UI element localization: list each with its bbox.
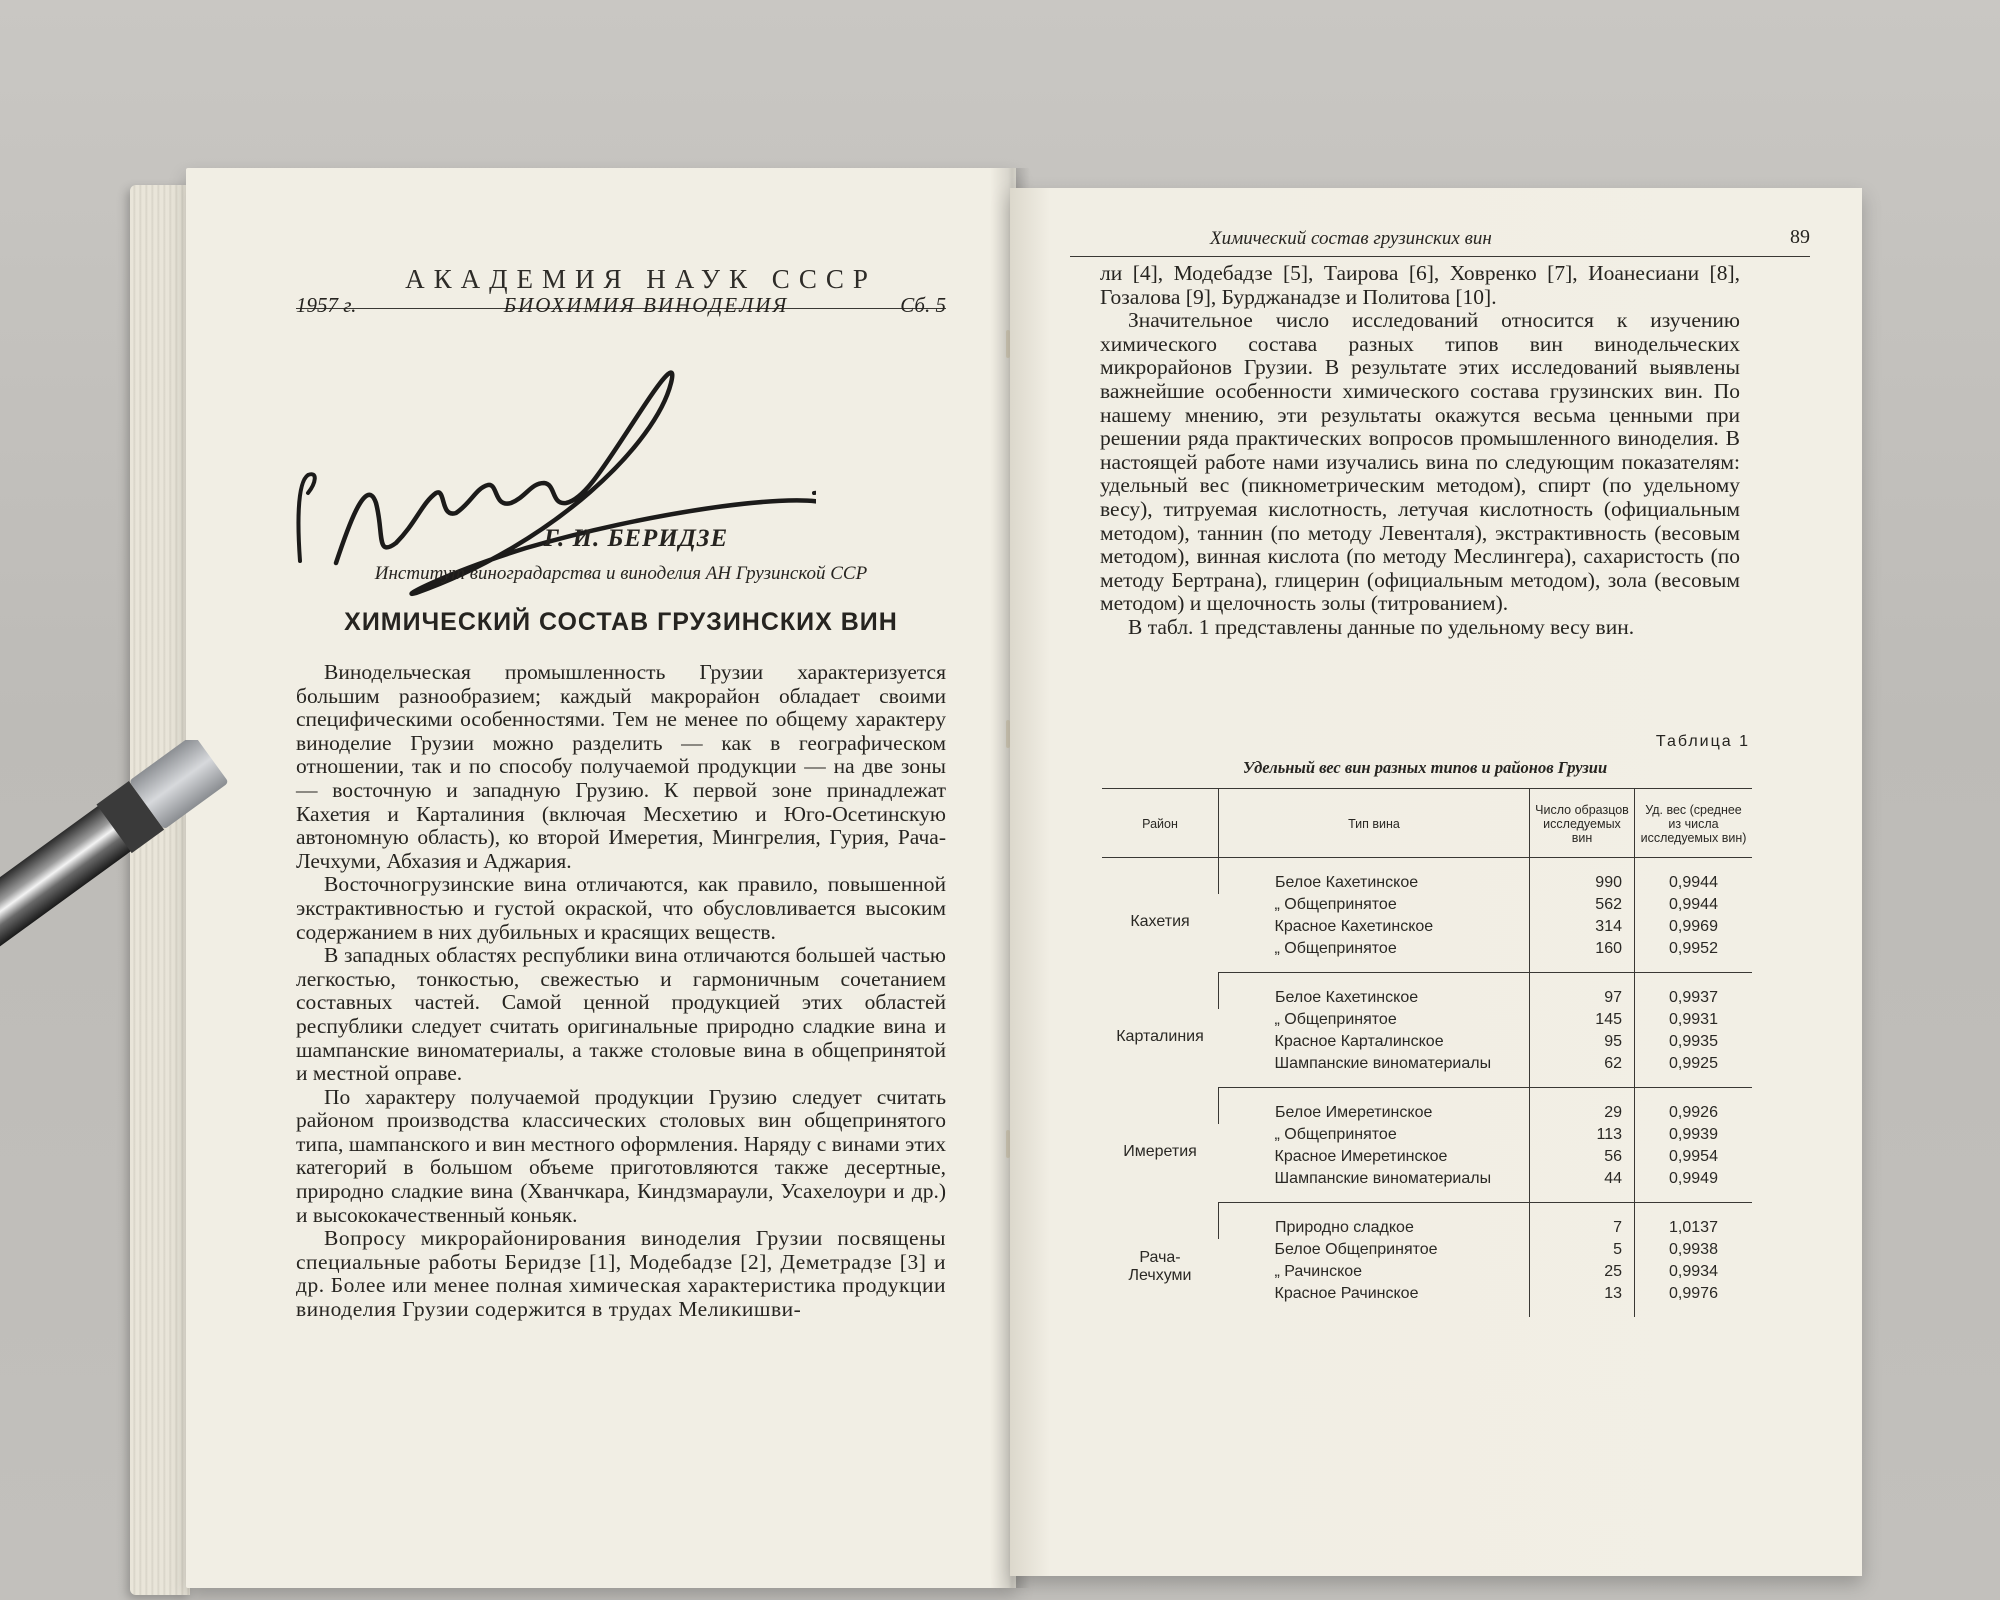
paragraph: Восточногрузинские вина отличаются, как правило, повышенной экстрактивностью и густой окраской, что обусловливается высоким содержанием в них дубильных и красящих веществ.: [296, 872, 946, 944]
running-head-year: 1957 г.: [296, 293, 357, 317]
samples-cell: 562: [1530, 894, 1635, 916]
page-number: 89: [1790, 226, 1810, 248]
paragraph: Винодельческая промышленность Грузии характеризуется большим разнообразием; каждый макрорайон обладает своими специфическими особенностями. Тем не менее по общему характеру виноделие Грузии можно разделить — как в географическом отношении, так и по способу получаемой продукции — на две зоны — восточную и западную Грузию. К первой зоне принадлежат Кахетия и Карталиния (включая Месхетию и Юго-Осетинскую автономную область), ко второй Имеретия, Мингрелия, Гурия, Рача-Лечхуми, Абхазия и Аджария.: [296, 660, 946, 873]
running-head-series: БИОХИМИЯ ВИНОДЕЛИЯ: [503, 293, 789, 317]
samples-cell: 5: [1530, 1239, 1635, 1261]
type-cell: Красное Карталинское: [1274, 1033, 1444, 1050]
samples-cell: 314: [1530, 916, 1635, 938]
type-cell: Красное Рачинское: [1274, 1285, 1419, 1302]
academy-header: АКАДЕМИЯ НАУК СССР: [405, 264, 877, 294]
paragraph: В западных областях республики вина отличаются большей частью легкостью, тонкостью, свежестью и гармоничным сочетанием составных частей. Самой ценной продукцией этих областей республики следует считать оригинальные природно сладкие вина и шампанские виноматериалы, а также столовые вина в общепринятой и местной оправе.: [296, 943, 946, 1086]
density-cell: 0,9934: [1635, 1261, 1753, 1283]
density-cell: 0,9944: [1635, 858, 1753, 895]
paragraph: Значительное число исследований относится к изучению химического состава разных типов вин винодельческих микрорайонов Грузии. В результате этих исследований выявлены важнейшие особенности химического состава грузинских вин. По нашему мнению, эти результаты окажутся весьма ценными при решении ряда практических вопросов промышленного виноделия. В настоящей работе нами изучались вина по следующим показателям: удельный вес (пикнометрическим методом), спирт (по удельному весу), титруемая кислотность, летучая кислотность (официальным методом), таннин (по методу Левенталя), экстрактивность (весовым методом), винная кислота (по методу Меслингера), сахаристость (по методу Бертрана), глицерин (официальным методом), зола (весовым методом) и щелочность золы (титрованием).: [1100, 308, 1740, 616]
table-row: [1102, 973, 1752, 1010]
type-cell: „ Рачинское: [1274, 1263, 1363, 1280]
samples-cell: 56: [1530, 1146, 1635, 1168]
samples-cell: 44: [1530, 1168, 1635, 1203]
region-cell: Рача-Лечхуми: [1128, 1248, 1192, 1284]
left-page: [186, 168, 1016, 1588]
pen-icon: [0, 740, 300, 1020]
type-cell: „ Общепринятое: [1219, 938, 1530, 973]
type-cell: Белое Кахетинское: [1219, 973, 1530, 1010]
density-table: [1102, 788, 1752, 1317]
type-cell: Природно сладкое: [1219, 1203, 1530, 1240]
right-body-text: [1100, 262, 1740, 640]
author-name: Г. И. БЕРИДЗЕ: [543, 525, 729, 552]
density-cell: 0,9926: [1635, 1088, 1753, 1125]
type-cell: „ Общепринятое: [1274, 896, 1397, 913]
samples-cell: 13: [1530, 1283, 1635, 1317]
table-header-row: [1102, 789, 1752, 858]
density-cell: 0,9937: [1635, 973, 1753, 1010]
density-cell: 0,9976: [1635, 1283, 1753, 1317]
table-row: [1102, 1088, 1752, 1125]
left-body-text: [296, 661, 946, 1322]
density-cell: 0,9954: [1635, 1146, 1753, 1168]
type-cell: Шампанские виноматериалы: [1219, 1168, 1530, 1203]
table-label: Таблица 1: [1655, 733, 1750, 750]
density-cell: 1,0137: [1635, 1203, 1753, 1240]
type-cell: Белое Имеретинское: [1219, 1088, 1530, 1125]
density-cell: 0,9944: [1635, 894, 1753, 916]
type-cell: Красное Имеретинское: [1274, 1148, 1448, 1165]
samples-cell: 7: [1530, 1203, 1635, 1240]
samples-cell: 113: [1530, 1124, 1635, 1146]
type-cell: „ Общепринятое: [1274, 1011, 1397, 1028]
paragraph: Вопросу микрорайонирования виноделия Грузии посвящены специальные работы Беридзе [1], Модебадзе [2], Деметрадзе [3] и др. Более или менее полная химическая характеристика продукции виноделия Грузии содержится в трудах Меликишви-: [296, 1226, 946, 1322]
author-institute: Институт виноградарства и виноделия АН Грузинской ССР: [374, 563, 868, 584]
samples-cell: 62: [1530, 1053, 1635, 1088]
samples-cell: 145: [1530, 1009, 1635, 1031]
column-header-type: Тип вина: [1219, 789, 1530, 858]
table-row: [1102, 858, 1752, 895]
column-header-samples: Число образцов исследуемых вин: [1530, 789, 1635, 858]
samples-cell: 25: [1530, 1261, 1635, 1283]
table-caption: Удельный вес вин разных типов и районов Грузии: [1242, 758, 1608, 777]
article-title: ХИМИЧЕСКИЙ СОСТАВ ГРУЗИНСКИХ ВИН: [344, 608, 898, 636]
density-cell: 0,9949: [1635, 1168, 1753, 1203]
column-header-density: Уд. вес (среднее из числа исследуемых вин): [1635, 789, 1753, 858]
density-cell: 0,9931: [1635, 1009, 1753, 1031]
samples-cell: 97: [1530, 973, 1635, 1010]
density-cell: 0,9939: [1635, 1124, 1753, 1146]
type-cell: Шампанские виноматериалы: [1219, 1053, 1530, 1088]
running-title: Химический состав грузинских вин: [1210, 228, 1492, 249]
samples-cell: 95: [1530, 1031, 1635, 1053]
density-cell: 0,9925: [1635, 1053, 1753, 1088]
samples-cell: 29: [1530, 1088, 1635, 1125]
paragraph: ли [4], Модебадзе [5], Таирова [6], Ховренко [7], Иоанесиани [8], Гозалова [9], Бурджанадзе и Политова [10].: [1100, 261, 1740, 309]
region-cell: Имеретия: [1123, 1143, 1197, 1160]
running-head-volume: Сб. 5: [900, 293, 946, 317]
region-cell: Карталиния: [1116, 1028, 1204, 1045]
density-cell: 0,9938: [1635, 1239, 1753, 1261]
paragraph: По характеру получаемой продукции Грузию следует считать районом производства классических столовых вин общепринятого типа, шампанского и вин местного оформления. Наряду с винами этих категорий в большом объеме приготовляются также десертные, природно сладкие вина (Хванчкара, Киндзмараули, Усахелоури и др.) и высококачественный коньяк.: [296, 1084, 946, 1227]
paragraph: В табл. 1 представлены данные по удельному весу вин.: [1128, 614, 1635, 639]
type-cell: „ Общепринятое: [1274, 1126, 1397, 1143]
samples-cell: 160: [1530, 938, 1635, 973]
right-running-head: [1070, 228, 1810, 258]
density-cell: 0,9969: [1635, 916, 1753, 938]
column-header-region: Район: [1102, 789, 1219, 858]
samples-cell: 990: [1530, 858, 1635, 895]
type-cell: Белое Кахетинское: [1219, 858, 1530, 895]
type-cell: Красное Кахетинское: [1274, 918, 1434, 935]
right-page: [1010, 188, 1862, 1576]
density-cell: 0,9952: [1635, 938, 1753, 973]
header-rule: [1070, 256, 1810, 257]
density-cell: 0,9935: [1635, 1031, 1753, 1053]
type-cell: Белое Общепринятое: [1274, 1241, 1438, 1258]
table-row: [1102, 1203, 1752, 1240]
region-cell: Кахетия: [1130, 913, 1190, 931]
